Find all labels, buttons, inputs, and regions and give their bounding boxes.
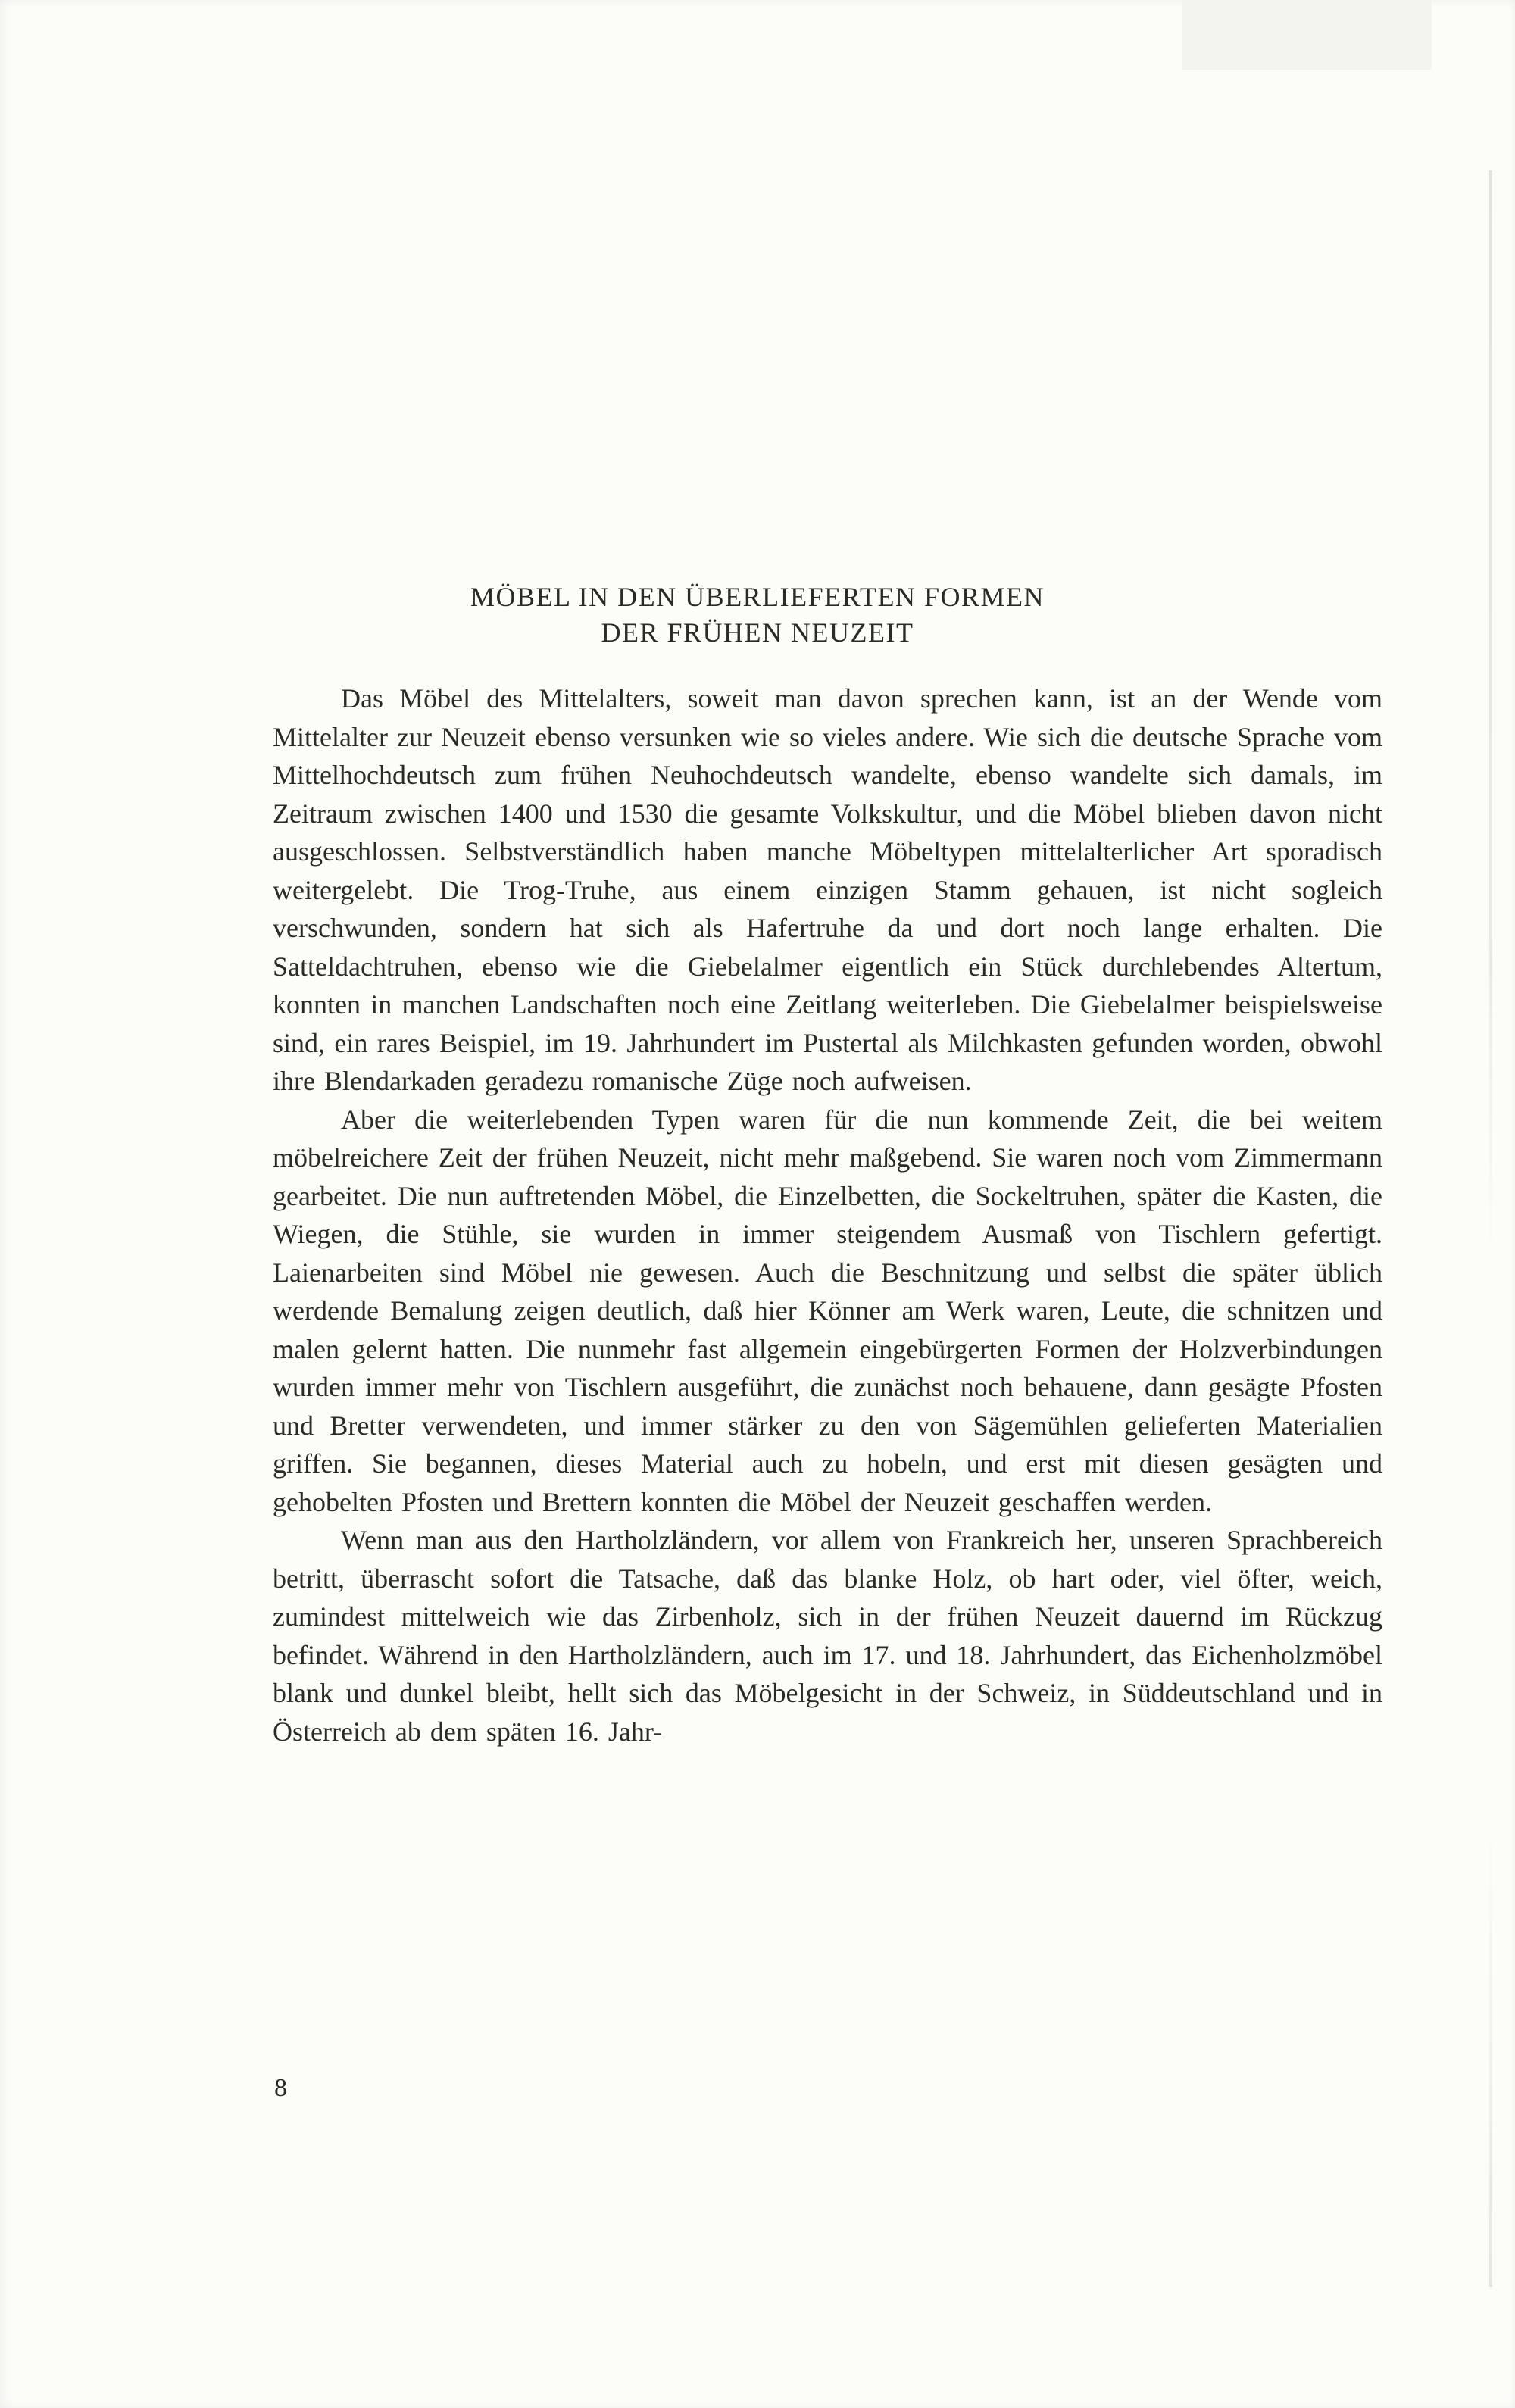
chapter-title-line2: DER FRÜHEN NEUZEIT [601, 617, 914, 648]
scan-artifact-right-edge [1489, 170, 1492, 1261]
chapter-title-line1: MÖBEL IN DEN ÜBERLIEFERTEN FORMEN [470, 582, 1045, 612]
scan-artifact-top-right [1182, 0, 1432, 70]
scan-artifact-right-edge-lower [1489, 1817, 1492, 2287]
paragraph-3: Wenn man aus den Hartholzländern, vor allem von Frankreich her, unseren Sprachbereich betritt, überrascht sofort die Tatsache, daß das blanke Holz, ob hart oder, viel öfter, weich, zumindest mittelweich wie das Zirbenholz, sich in der frühen Neuzeit dauernd im Rückzug befindet. Während in den Hartholzländern, auch im 17. und 18. Jahrhundert, das Eichenholzmöbel blank und dunkel bleibt, hellt sich das Möbelgesicht in der Schweiz, in Süddeutschland und in Österreich ab dem späten 16. Jahr- [273, 1525, 1382, 1747]
body-text-block [273, 679, 1382, 1751]
paragraph-1: Das Möbel des Mittelalters, soweit man davon sprechen kann, ist an der Wende vom Mittelalter zur Neuzeit ebenso versunken wie so vieles andere. Wie sich die deutsche Sprache vom Mittelhochdeutsch zum frühen Neuhochdeutsch wandelte, ebenso wandelte sich damals, im Zeitraum zwischen 1400 und 1530 die gesamte Volkskultur, und die Möbel blieben davon nicht ausgeschlossen. Selbstverständlich haben manche Möbeltypen mittelalterlicher Art sporadisch weitergelebt. Die Trog-Truhe, aus einem einzigen Stamm gehauen, ist nicht sogleich verschwunden, sondern hat sich als Hafertruhe da und dort noch lange erhalten. Die Satteldachtruhen, ebenso wie die Giebelalmer eigentlich ein Stück durchlebendes Altertum, konnten in manchen Landschaften noch eine Zeitlang weiterleben. Die Giebelalmer beispielsweise sind, ein rares Beispiel, im 19. Jahrhundert im Pustertal als Milchkasten gefunden worden, obwohl ihre Blendarkaden geradezu romanische Züge noch aufweisen. [273, 683, 1382, 1096]
paragraph-2: Aber die weiterlebenden Typen waren für die nun kommende Zeit, die bei weitem möbelreichere Zeit der frühen Neuzeit, nicht mehr maßgebend. Sie waren noch vom Zimmermann gearbeitet. Die nun auftretenden Möbel, die Einzelbetten, die Sockeltruhen, später die Kasten, die Wiegen, die Stühle, sie wurden in immer steigendem Ausmaß von Tischlern gefertigt. Laienarbeiten sind Möbel nie gewesen. Auch die Beschnitzung und selbst die später üblich werdende Bemalung zeigen deutlich, daß hier Könner am Werk waren, Leute, die schnitzen und malen gelernt hatten. Die nunmehr fast allgemein eingebürgerten Formen der Holzverbindungen wurden immer mehr von Tischlern ausgeführt, die zunächst noch behauene, dann gesägte Pfosten und Bretter verwendeten, und immer stärker zu den von Sägemühlen gelieferten Materialien griffen. Sie begannen, dieses Material auch zu hobeln, und erst mit diesen gesägten und gehobelten Pfosten und Brettern konnten die Möbel der Neuzeit geschaffen werden. [273, 1104, 1382, 1517]
chapter-title [0, 0, 1515, 651]
page-number: 8 [274, 2074, 287, 2102]
